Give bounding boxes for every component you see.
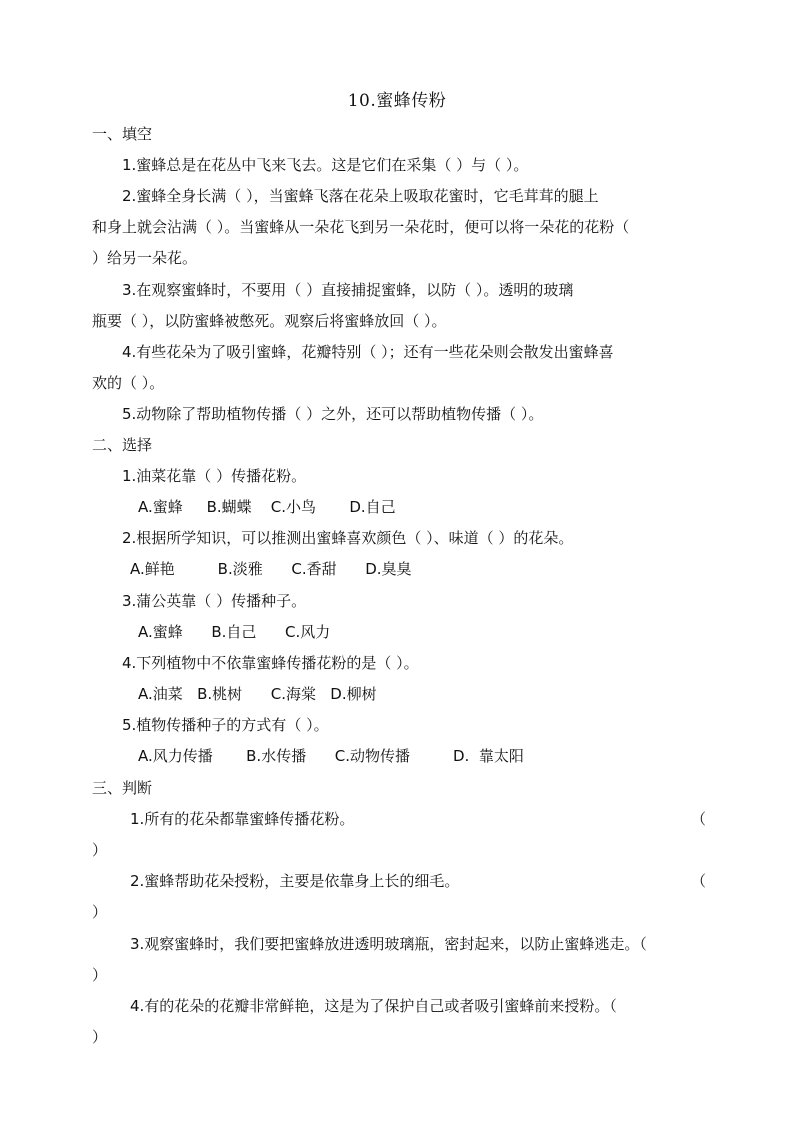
judge-question-2-open-paren: （	[691, 872, 707, 890]
fill-question-4-line-2: 欢的（ ）。	[92, 374, 165, 392]
fill-question-2-line-2: 和身上就会沾满（ ）。当蜜蜂从一朵花飞到另一朵花时，便可以将一朵花的花粉（	[92, 218, 630, 236]
judge-question-3: 3.观察蜜蜂时，我们要把蜜蜂放进透明玻璃瓶，密封起来，以防止蜜蜂逃走。（	[130, 935, 647, 953]
judge-question-1-open-paren: （	[691, 810, 707, 828]
judge-question-3-close-paren: ）	[92, 966, 108, 984]
choice-question-2-options: A.鲜艳 B.淡雅 C.香甜 D.臭臭	[130, 560, 412, 578]
fill-question-1: 1.蜜蜂总是在花丛中飞来飞去。这是它们在采集（ ）与（ ）。	[122, 156, 529, 174]
page-title: 10.蜜蜂传粉	[347, 91, 447, 111]
judge-question-1-close-paren: ）	[92, 841, 108, 859]
section-heading-judge: 三、判断	[92, 779, 153, 797]
choice-question-5-options: A.风力传播 B.水传播 C.动物传播 D. 靠太阳	[138, 747, 524, 765]
choice-question-5: 5.植物传播种子的方式有（ ）。	[122, 716, 329, 734]
choice-question-4-options: A.油菜 B.桃树 C.海棠 D.柳树	[138, 685, 377, 703]
choice-question-1: 1.油菜花靠（ ）传播花粉。	[122, 467, 307, 485]
judge-question-2: 2.蜜蜂帮助花朵授粉，主要是依靠身上长的细毛。	[130, 872, 460, 890]
fill-question-3-line-2: 瓶要（ ），以防蜜蜂被憋死。观察后将蜜蜂放回（ ）。	[92, 312, 447, 330]
fill-question-4-line-1: 4.有些花朵为了吸引蜜蜂，花瓣特别（ ）；还有一些花朵则会散发出蜜蜂喜	[122, 343, 614, 361]
choice-question-2: 2.根据所学知识，可以推测出蜜蜂喜欢颜色（ ）、味道（ ）的花朵。	[122, 529, 574, 547]
fill-question-2-line-3: ）给另一朵花。	[92, 249, 198, 267]
choice-question-3: 3.蒲公英靠（ ）传播种子。	[122, 592, 307, 610]
choice-question-3-options: A.蜜蜂 B.自己 C.风力	[138, 623, 331, 641]
fill-question-2-line-1: 2.蜜蜂全身长满（ ），当蜜蜂飞落在花朵上吸取花蜜时，它毛茸茸的腿上	[122, 187, 599, 205]
choice-question-1-options: A.蜜蜂 B.蝴蝶 C.小鸟 D.自己	[138, 498, 396, 516]
section-heading-choice: 二、选择	[92, 436, 153, 454]
section-heading-fill: 一、填空	[92, 125, 153, 143]
choice-question-4: 4.下列植物中不依靠蜜蜂传播花粉的是（ ）。	[122, 654, 419, 672]
judge-question-1: 1.所有的花朵都靠蜜蜂传播花粉。	[130, 810, 355, 828]
judge-question-4-close-paren: ）	[92, 1028, 108, 1046]
fill-question-3-line-1: 3.在观察蜜蜂时，不要用（ ）直接捕捉蜜蜂，以防（ ）。透明的玻璃	[122, 281, 574, 299]
fill-question-5: 5.动物除了帮助植物传播（ ）之外，还可以帮助植物传播（ ）。	[122, 405, 544, 423]
judge-question-4: 4.有的花朵的花瓣非常鲜艳，这是为了保护自己或者吸引蜜蜂前来授粉。（	[130, 997, 617, 1015]
judge-question-2-close-paren: ）	[92, 903, 108, 921]
